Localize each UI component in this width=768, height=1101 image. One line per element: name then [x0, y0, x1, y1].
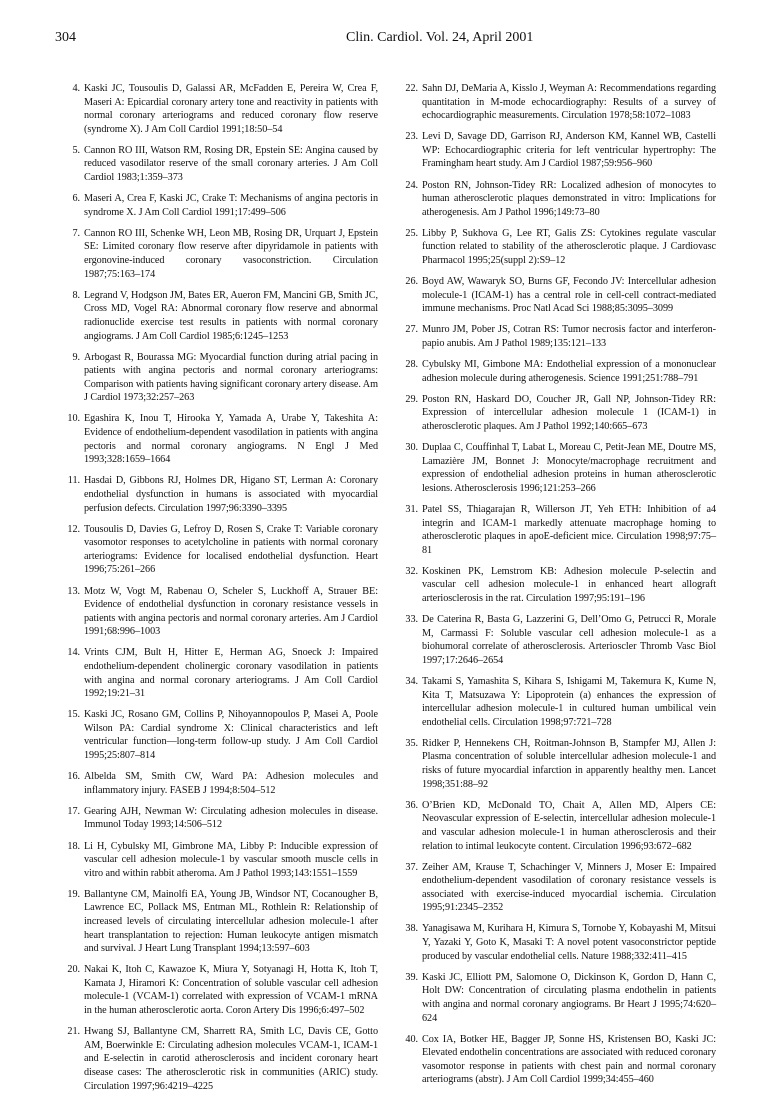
reference-item [60, 805, 378, 832]
reference-item [398, 503, 716, 557]
reference-text: Sahn DJ, DeMaria A, Kisslo J, Weyman A: Recommendations regarding quantitation in M-mode echocardiography: Results of a survey of echocardiographic measurements. Circulation 1978;58:1072–1083 [422, 83, 716, 122]
reference-text: Kaski JC, Tousoulis D, Galassi AR, McFadden E, Pereira W, Crea F, Maseri A: Epicardial coronary artery tone and reactivity in patients with normal coronary arteriograms and reduced coronary flow reserve (syndrome X). J Am Coll Cardiol 1991;18:50–54 [84, 83, 378, 135]
reference-text: Vrints CJM, Bult H, Hitter E, Herman AG, Snoeck J: Impaired endothelium-dependent cholinergic coronary vasodilation in patients with angina and normal coronary arteriograms. J Am Coll Cardiol 1992;19:21–31 [84, 647, 378, 700]
reference-item [60, 474, 378, 515]
reference-item [60, 523, 378, 577]
reference-text: Egashira K, Inou T, Hirooka Y, Yamada A, Urabe Y, Takeshita A: Evidence of endothelium-dependent vasodilation in patients with angina pectoris and normal coronary angiograms. N Engl J Med 1993;328:1659–1664 [84, 413, 378, 466]
reference-text: Ridker P, Hennekens CH, Roitman-Johnson B, Stampfer MJ, Allen J: Plasma concentration of soluble intercellular adhesion molecule-1 and risks of future myocardial infarction in apparently healthy men. Lancet 1998;351:88–92 [422, 737, 716, 790]
reference-number: 36. [405, 799, 418, 811]
reference-item [398, 358, 716, 385]
reference-item [60, 770, 378, 797]
reference-text: Duplaa C, Couffinhal T, Labat L, Moreau C, Petit-Jean ME, Doutre MS, Lamazière JM, Bonnet J: Monocyte/macrophage recruitment and expression of endothelial adhesion proteins in human atherosclerotic lesions. Atherosclerosis 1996;121:253–266 [422, 442, 716, 494]
reference-text: Kaski JC, Elliott PM, Salomone O, Dickinson K, Gordon D, Hann C, Holt DW: Concentration of circulating plasma endothelin in patients with angina and normal coronary angiograms. Br Heart J 1995;74:620–624 [422, 971, 716, 1024]
reference-text: Albelda SM, Smith CW, Ward PA: Adhesion molecules and inflammatory injury. FASEB J 1994;8:504–512 [84, 771, 378, 796]
reference-text: Nakai K, Itoh C, Kawazoe K, Miura Y, Sotyanagi H, Hotta K, Itoh T, Kamata J, Hiramori K: Concentration of soluble vascular cell adhesion molecule-1 (VCAM-1) correlated with expression of VCAM-1 mRNA in the human atherosclerotic aorta. Coron Artery Dis 1996;6:497–502 [84, 964, 378, 1017]
reference-number: 15. [67, 709, 80, 721]
reference-item [398, 861, 716, 915]
reference-item [398, 922, 716, 963]
reference-text: Poston RN, Haskard DO, Coucher JR, Gall NP, Johnson-Tidey RR: Expression of intercellular adhesion molecule 1 (ICAM-1) in atherosclerotic plaques. Am J Pathol 1992;140:665–673 [422, 393, 716, 432]
reference-number: 19. [67, 888, 80, 900]
reference-number: 18. [67, 840, 80, 852]
reference-item [60, 708, 378, 762]
reference-text: Cox IA, Botker HE, Bagger JP, Sonne HS, Kristensen BO, Kaski JC: Elevated endothelin concentrations are associated with reduced coronary vasomotor response in patients with chest pain and normal coronary arteriograms (abstr). J Am Coll Cardiol 1999;34:455–460 [422, 1033, 716, 1086]
reference-item [60, 289, 378, 343]
reference-text: Arbogast R, Bourassa MG: Myocardial function during atrial pacing in patients with angina pectoris and normal coronary arteriograms: Comparison with patients having significant coronary artery disease. Am J Cardiol 1973;32:257–263 [84, 351, 378, 404]
reference-text: Legrand V, Hodgson JM, Bates ER, Aueron FM, Mancini GB, Smith JC, Cross MD, Vogel RA: Abnormal coronary flow reserve and abnormal radionuclide exercise test results in patients with normal coronary angiograms. J Am Coll Cardiol 1985;6:1245–1253 [84, 289, 378, 342]
reference-item [398, 613, 716, 667]
reference-item [398, 275, 716, 316]
reference-number: 33. [405, 614, 418, 626]
running-header-journal: Clin. Cardiol. Vol. 24, April 2001 [346, 30, 534, 45]
reference-item [398, 799, 716, 853]
reference-item [398, 323, 716, 350]
reference-text: Patel SS, Thiagarajan R, Willerson JT, Yeh ETH: Inhibition of a4 integrin and ICAM-1 markedly attenuate macrophage homing to atherosclerotic plaques in apoE-deficient mice. Circulation 1998;97:75–81 [422, 503, 716, 556]
reference-number: 28. [405, 359, 418, 371]
reference-item [398, 737, 716, 791]
reference-item [398, 227, 716, 268]
reference-number: 38. [405, 923, 418, 935]
reference-number: 39. [405, 971, 418, 983]
reference-number: 37. [405, 861, 418, 873]
reference-item [398, 441, 716, 495]
reference-text: O’Brien KD, McDonald TO, Chait A, Allen MD, Alpers CE: Neovascular expression of E-selectin, intercellular adhesion molecule-1 and vascular adhesion molecule-1 in human atherosclerosis and their relation to intimal leukocyte content. Circulation 1996;93:672–682 [422, 799, 716, 852]
reference-number: 4. [72, 83, 80, 94]
reference-item [60, 646, 378, 700]
reference-text: Maseri A, Crea F, Kaski JC, Crake T: Mechanisms of angina pectoris in syndrome X. J Am Coll Cardiol 1991;17:499–506 [84, 193, 378, 218]
reference-item [60, 585, 378, 639]
reference-number: 40. [405, 1033, 418, 1045]
reference-number: 5. [72, 144, 80, 156]
reference-text: Hasdai D, Gibbons RJ, Holmes DR, Higano ST, Lerman A: Coronary endothelial dysfunction in humans is associated with myocardial perfusion defects. Circulation 1997;96:3390–3395 [84, 475, 378, 514]
reference-item [60, 192, 378, 219]
reference-number: 23. [405, 131, 418, 143]
reference-item [398, 82, 716, 123]
reference-item [60, 82, 378, 136]
references-column-left [60, 82, 378, 1101]
reference-item [60, 963, 378, 1017]
reference-item [60, 351, 378, 405]
reference-text: Boyd AW, Wawaryk SO, Burns GF, Fecondo JV: Intercellular adhesion molecule-1 (ICAM-1) has a central role in cell-cell contract-mediated immune mechanisms. Proc Natl Acad Sci 1988;85:3095–3099 [422, 276, 716, 315]
page-number: 304 [55, 30, 76, 45]
reference-text: Poston RN, Johnson-Tidey RR: Localized adhesion of monocytes to human atherosclerotic plaques demonstrated in vitro: Implications for atherogenesis. Am J Pathol 1996;149:73–80 [422, 179, 716, 218]
reference-number: 9. [72, 351, 80, 363]
reference-number: 14. [67, 647, 80, 659]
reference-number: 31. [405, 503, 418, 515]
reference-number: 12. [67, 523, 80, 535]
reference-item [60, 1025, 378, 1093]
reference-text: Tousoulis D, Davies G, Lefroy D, Rosen S, Crake T: Variable coronary vasomotor responses to acetylcholine in patients with normal coronary arteriograms: Evidence for localised endothelial dysfunction. Heart 1996;75:261–266 [84, 523, 378, 576]
reference-number: 10. [67, 413, 80, 425]
reference-text: Levi D, Savage DD, Garrison RJ, Anderson KM, Kannel WB, Castelli WP: Echocardiographic criteria for left ventricular hypertrophy: The Framingham heart study. Am J Cardiol 1987;59:956–960 [422, 131, 716, 170]
reference-item [60, 144, 378, 185]
reference-number: 27. [405, 324, 418, 336]
reference-item [398, 675, 716, 729]
reference-number: 34. [405, 675, 418, 687]
reference-number: 13. [67, 585, 80, 597]
reference-item [398, 971, 716, 1025]
reference-number: 29. [405, 393, 418, 405]
reference-number: 17. [67, 805, 80, 817]
reference-text: Cybulsky MI, Gimbone MA: Endothelial expression of a mononuclear adhesion molecule during atherogenesis. Science 1991;251:788–791 [422, 359, 716, 384]
reference-item [398, 565, 716, 606]
page-header [0, 30, 768, 50]
reference-text: Libby P, Sukhova G, Lee RT, Galis ZS: Cytokines regulate vascular function related to stability of the atherosclerotic plaque. J Cardiovasc Pharmacol 1995;25(suppl 2):S9–12 [422, 227, 716, 267]
reference-text: Munro JM, Pober JS, Cotran RS: Tumor necrosis factor and interferon-papio anubis. Am J Pathol 1989;135:121–133 [422, 324, 716, 349]
reference-text: Gearing AJH, Newman W: Circulating adhesion molecules in disease. Immunol Today 1993;14:506–512 [84, 805, 378, 831]
reference-number: 22. [405, 83, 418, 94]
reference-number: 11. [67, 475, 80, 487]
reference-item [60, 412, 378, 466]
reference-text: Yanagisawa M, Kurihara H, Kimura S, Tornobe Y, Kobayashi M, Mitsui Y, Yazaki Y, Goto K, Masaki T: A novel potent vasoconstrictor peptide produced by vascular endothelial cells. Nature 1988;332:411–415 [422, 923, 716, 962]
reference-text: Ballantyne CM, Mainolfi EA, Young JB, Windsor NT, Cocanougher B, Lawrence EC, Pollack MS, Entman ML, Rothlein R: Relationship of increased levels of circulating intercellular adhesion molecule-1 after heart transplantation to rejection: Human leukocyte antigen mismatch and survival. J Heart Lung Transplant 1994;13:597–603 [84, 888, 378, 955]
reference-number: 32. [405, 565, 418, 577]
reference-number: 30. [405, 442, 418, 454]
references-column-right [398, 82, 716, 1095]
reference-text: De Caterina R, Basta G, Lazzerini G, Dell’Omo G, Petrucci R, Morale M, Carmassi F: Soluble vascular cell adhesion molecule-1 as a biohumoral correlate of atherosclerosis. Arterioscler Thromb Vasc Biol 1997;17:2646–2654 [422, 614, 716, 666]
reference-text: Takami S, Yamashita S, Kihara S, Ishigami M, Takemura K, Kume N, Kita T, Matsuzawa Y: Lipoprotein (a) enhances the expression of intercellular adhesion molecule-1 in cultured human umbilical vein endothelial cells. Circulation 1998;97:721–728 [422, 675, 716, 728]
reference-text: Cannon RO III, Schenke WH, Leon MB, Rosing DR, Urquart J, Epstein SE: Limited coronary flow reserve after dipyridamole in patients with ergonovine-induced coronary vasoconstriction. Circulation 1987;75:163–174 [84, 227, 378, 280]
reference-item [60, 888, 378, 956]
reference-text: Koskinen PK, Lemstrom KB: Adhesion molecule P-selectin and vascular cell adhesion molecule-1 in enhanced heart allograft arteriosclerosis in the rat. Circulation 1997;95:191–196 [422, 565, 716, 604]
reference-text: Cannon RO III, Watson RM, Rosing DR, Epstein SE: Angina caused by reduced vasodilator reserve of the small coronary arteries. J Am Coll Cardiol 1983;1:359–373 [84, 144, 378, 184]
reference-text: Hwang SJ, Ballantyne CM, Sharrett RA, Smith LC, Davis CE, Gotto AM, Boerwinkle E: Circulating adhesion molecules VCAM-1, ICAM-1 and E-selectin in carotid atherosclerosis and incident coronary heart disease cases: The atherosclerotic risk in communities (ARIC) study. Circulation 1997;96:4219–4225 [84, 1026, 378, 1092]
reference-number: 25. [405, 227, 418, 239]
reference-item [398, 1033, 716, 1087]
reference-item [60, 227, 378, 281]
reference-number: 24. [405, 179, 418, 191]
reference-item [398, 393, 716, 434]
reference-number: 8. [72, 289, 80, 301]
reference-number: 35. [405, 737, 418, 749]
reference-number: 26. [405, 276, 418, 288]
reference-text: Li H, Cybulsky MI, Gimbrone MA, Libby P: Inducible expression of vascular cell adhesion molecule-1 by vascular smooth muscle cells in vitro and within rabbit atheroma. Am J Pathol 1993;143:1551–1559 [84, 840, 378, 879]
reference-text: Motz W, Vogt M, Rabenau O, Scheler S, Luckhoff A, Strauer BE: Evidence of endothelial dysfunction in coronary resistance vessels in patients with angina pectoris and normal coronary arteries. Am J Cardiol 1991;68:996–1003 [84, 585, 378, 638]
reference-number: 7. [72, 227, 80, 239]
reference-item [398, 130, 716, 171]
reference-item [398, 179, 716, 220]
reference-item [60, 840, 378, 881]
reference-text: Kaski JC, Rosano GM, Collins P, Nihoyannopoulos P, Masei A, Poole Wilson PA: Cardial syndrome X: Clinical characteristics and left ventricular function—long-term follow-up study. J Am Coll Cardiol 1995;25:807–814 [84, 709, 378, 762]
reference-number: 20. [67, 964, 80, 976]
reference-text: Zeiher AM, Krause T, Schachinger V, Minners J, Moser E: Impaired endothelium-dependent vasodilation of coronary resistance vessels is associated with exercise-induced myocardial ischemia. Circulation 1995;91:2345–2352 [422, 861, 716, 914]
reference-number: 21. [67, 1026, 80, 1038]
reference-number: 16. [67, 771, 80, 783]
reference-number: 6. [72, 193, 80, 205]
